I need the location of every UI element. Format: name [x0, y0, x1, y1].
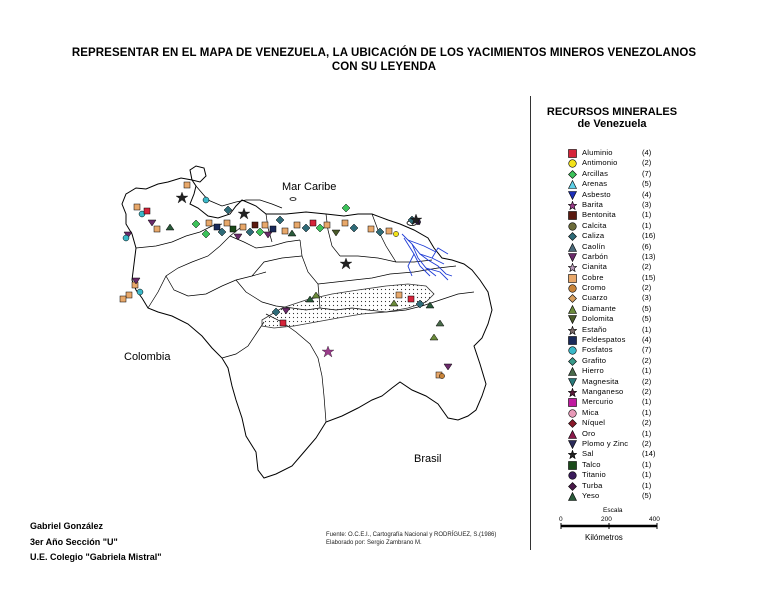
triangle-icon	[568, 430, 577, 439]
legend-item-count: (16)	[642, 231, 656, 241]
legend-item-count: (5)	[642, 303, 652, 313]
legend-item-count: (1)	[642, 366, 652, 376]
marker-fosfatos	[203, 197, 209, 203]
legend-item-name: Manganeso	[582, 386, 624, 396]
legend	[532, 106, 692, 501]
legend-item	[532, 418, 692, 428]
legend-item-name: Mercurio	[582, 397, 614, 407]
legend-item-count: (2)	[642, 158, 652, 168]
legend-item-count: (7)	[642, 345, 652, 355]
scale-bar	[555, 502, 675, 548]
triangle-down-icon	[568, 440, 577, 449]
legend-item-name: Calcita	[582, 220, 607, 230]
scale-tick-0-label: 0	[559, 516, 563, 523]
title-line-1: REPRESENTAR EN EL MAPA DE VENEZUELA, LA UBICACIÓN DE LOS YACIMIENTOS MINEROS VENEZOLANOS	[71, 47, 697, 59]
legend-item	[532, 200, 692, 210]
legend-item-name: Barita	[582, 199, 604, 209]
legend-item	[532, 335, 692, 345]
legend-item-count: (4)	[642, 189, 652, 199]
legend-title-line-2: de Venezuela	[577, 118, 647, 130]
legend-item-name: Caolín	[582, 241, 606, 251]
divider-line	[530, 96, 531, 550]
marker-cobre	[262, 222, 268, 228]
marker-aluminio	[280, 320, 286, 326]
legend-item-name: Cuarzo	[582, 293, 608, 303]
legend-item	[532, 408, 692, 418]
author-name: Gabriel González	[30, 521, 104, 531]
legend-item-count: (1)	[642, 324, 652, 334]
marker-arcillas	[342, 204, 350, 212]
marker-fosfatos	[123, 235, 129, 241]
legend-item-name: Fosfatos	[582, 345, 613, 355]
marker-cobre	[342, 220, 348, 226]
legend-item-count: (5)	[642, 490, 652, 500]
marker-cobre	[120, 296, 126, 302]
legend-item-count: (2)	[642, 355, 652, 365]
legend-item-name: Dolomita	[582, 314, 614, 324]
marker-cobre	[396, 292, 402, 298]
label-brazil: Brasil	[414, 453, 442, 465]
legend-item-name: Estaño	[582, 324, 607, 334]
legend-item-count: (2)	[642, 386, 652, 396]
legend-item-name: Aluminio	[582, 148, 613, 157]
square-icon	[568, 461, 577, 470]
legend-item-count: (4)	[642, 335, 652, 345]
marker-antimonio	[393, 231, 398, 236]
legend-item-name: Hierro	[582, 366, 604, 376]
page-title	[0, 46, 768, 74]
circle-icon	[568, 159, 577, 168]
legend-item-name: Antimonio	[582, 158, 618, 168]
marker-fosfatos	[137, 289, 143, 295]
legend-item	[532, 210, 692, 220]
marker-feldespatos	[270, 226, 276, 232]
legend-title-line-1: RECURSOS MINERALES	[546, 106, 678, 118]
legend-item-name: Titanio	[582, 470, 606, 480]
legend-item-count: (7)	[642, 168, 652, 178]
author-grade: 3er Año Sección "U"	[30, 536, 118, 547]
legend-item	[532, 314, 692, 324]
legend-item-name: Oro	[582, 428, 596, 438]
legend-item-count: (1)	[642, 480, 652, 490]
legend-item	[532, 262, 692, 272]
legend-item-count: (1)	[642, 459, 652, 469]
legend-item-count: (1)	[642, 220, 652, 230]
circle-icon	[568, 346, 577, 355]
legend-item-count: (6)	[642, 241, 652, 251]
legend-item	[532, 148, 692, 158]
legend-item-name: Mica	[582, 407, 599, 417]
marker-cobre	[134, 204, 140, 210]
triangle-icon	[568, 492, 577, 501]
legend-item	[532, 242, 692, 252]
diamond-icon	[568, 294, 577, 303]
diamond-icon	[568, 482, 577, 491]
legend-item-count: (3)	[642, 199, 652, 209]
diamond-icon	[568, 170, 577, 179]
triangle-down-icon	[568, 191, 577, 200]
source-line-1: Fuente: O.C.E.I., Cartografía Nacional y RODRÍGUEZ, S.(1986)	[326, 532, 497, 538]
legend-item	[532, 283, 692, 293]
legend-item-name: Plomo y Zinc	[582, 438, 629, 448]
legend-item-name: Sal	[582, 449, 594, 459]
legend-item-name: Cobre	[582, 272, 604, 282]
legend-item-name: Carbón	[582, 251, 609, 261]
legend-item	[532, 366, 692, 376]
marker-cobre	[282, 228, 288, 234]
legend-item-count: (2)	[642, 376, 652, 386]
marker-cobre	[368, 226, 374, 232]
marker-cobre	[240, 224, 246, 230]
legend-item	[532, 429, 692, 439]
marker-cobre	[184, 182, 190, 188]
legend-item-count: (5)	[642, 179, 652, 189]
legend-item-name: Cromo	[582, 283, 606, 293]
legend-item-name: Asbesto	[582, 189, 611, 199]
legend-item-name: Diamante	[582, 303, 617, 313]
source-line-2: Elaborado por: Sergio Zambrano M.	[326, 539, 422, 546]
legend-item-count: (1)	[642, 407, 652, 417]
legend-item-count: (13)	[642, 251, 656, 261]
legend-item-name: Arenas	[582, 179, 608, 189]
marker-cobre	[386, 228, 392, 234]
triangle-icon	[568, 305, 577, 314]
scale-tick-2-label: 400	[649, 516, 660, 523]
legend-item	[532, 470, 692, 480]
diamond-icon	[568, 419, 577, 428]
scale-tick-1-label: 200	[601, 516, 612, 523]
legend-list	[532, 148, 692, 501]
author-block	[30, 519, 162, 566]
square-icon	[568, 398, 577, 407]
star-icon	[568, 450, 577, 459]
marker-aluminio	[310, 220, 316, 226]
triangle-icon	[568, 367, 577, 376]
circle-icon	[568, 284, 577, 293]
legend-item	[532, 449, 692, 459]
legend-item	[532, 221, 692, 231]
square-icon	[568, 149, 577, 158]
legend-item	[532, 460, 692, 470]
legend-item	[532, 158, 692, 168]
triangle-down-icon	[568, 315, 577, 324]
square-icon	[568, 211, 577, 220]
scale-unit: Kilómetros	[585, 533, 623, 542]
title-line-2: CON SU LEYENDA	[331, 61, 437, 73]
square-icon	[568, 274, 577, 283]
legend-item-count: (2)	[642, 283, 652, 293]
marker-aluminio	[408, 296, 414, 302]
legend-item	[532, 325, 692, 335]
marker-cobre	[126, 292, 132, 298]
diamond-icon	[568, 357, 577, 366]
island-small	[290, 198, 296, 201]
legend-item	[532, 439, 692, 449]
circle-icon	[568, 409, 577, 418]
star-icon	[568, 326, 577, 335]
legend-item-count: (2)	[642, 438, 652, 448]
legend-item	[532, 481, 692, 491]
marker-cobre	[154, 226, 160, 232]
legend-title	[532, 106, 692, 130]
star-icon	[568, 263, 577, 272]
triangle-icon	[568, 243, 577, 252]
legend-item	[532, 397, 692, 407]
legend-item-name: Yeso	[582, 490, 600, 500]
marker-feldespatos	[214, 224, 220, 230]
legend-item-count: (14)	[642, 449, 656, 459]
legend-item	[532, 231, 692, 241]
circle-icon	[568, 222, 577, 231]
venezuela-map	[96, 96, 528, 550]
marker-cobre	[206, 220, 212, 226]
scale-label: Escala	[603, 507, 623, 514]
legend-item-count: (15)	[642, 272, 656, 282]
marker-bentonita	[252, 222, 258, 228]
legend-item	[532, 387, 692, 397]
legend-item-name: Arcillas	[582, 168, 609, 178]
marker-talco	[230, 226, 236, 232]
triangle-down-icon	[568, 253, 577, 262]
marker-aluminio	[144, 208, 150, 214]
legend-item	[532, 293, 692, 303]
legend-item	[532, 190, 692, 200]
legend-item	[532, 252, 692, 262]
legend-item	[532, 377, 692, 387]
legend-item-count: (1)	[642, 470, 652, 480]
source-note	[326, 532, 496, 547]
legend-item	[532, 179, 692, 189]
marker-cobre	[294, 222, 300, 228]
circle-icon	[568, 471, 577, 480]
venezuela-outline	[122, 178, 492, 478]
legend-item	[532, 345, 692, 355]
legend-item	[532, 491, 692, 501]
legend-item-count: (1)	[642, 210, 652, 220]
legend-item-count: (4)	[642, 148, 652, 157]
legend-item	[532, 304, 692, 314]
triangle-icon	[568, 180, 577, 189]
legend-item	[532, 273, 692, 283]
label-colombia: Colombia	[124, 351, 171, 363]
legend-item-count: (5)	[642, 314, 652, 324]
legend-item-count: (1)	[642, 397, 652, 407]
legend-item-count: (3)	[642, 293, 652, 303]
legend-item-name: Níquel	[582, 418, 606, 428]
scale-svg	[555, 502, 675, 548]
legend-item-name: Bentonita	[582, 210, 616, 220]
map-svg	[96, 96, 528, 550]
legend-item	[532, 356, 692, 366]
legend-item-name: Cianita	[582, 262, 608, 272]
marker-cobre	[324, 222, 330, 228]
square-icon	[568, 336, 577, 345]
legend-item-count: (2)	[642, 418, 652, 428]
legend-item-name: Grafito	[582, 355, 607, 365]
star-icon	[568, 388, 577, 397]
legend-item-name: Talco	[582, 459, 601, 469]
legend-item-name: Magnesita	[582, 376, 619, 386]
paraguana-outline	[190, 166, 206, 182]
star-icon	[568, 201, 577, 210]
label-caribbean: Mar Caribe	[282, 181, 337, 193]
legend-item-count: (1)	[642, 428, 652, 438]
legend-item-name: Turba	[582, 480, 603, 490]
marker-cromo	[439, 373, 444, 378]
triangle-down-icon	[568, 378, 577, 387]
author-school: U.E. Colegio "Gabriela Mistral"	[30, 552, 162, 562]
legend-item	[532, 169, 692, 179]
legend-item-name: Caliza	[582, 231, 605, 241]
legend-item-name: Feldespatos	[582, 335, 626, 345]
legend-item-count: (2)	[642, 262, 652, 272]
marker-cobre	[224, 220, 230, 226]
diamond-icon	[568, 232, 577, 241]
